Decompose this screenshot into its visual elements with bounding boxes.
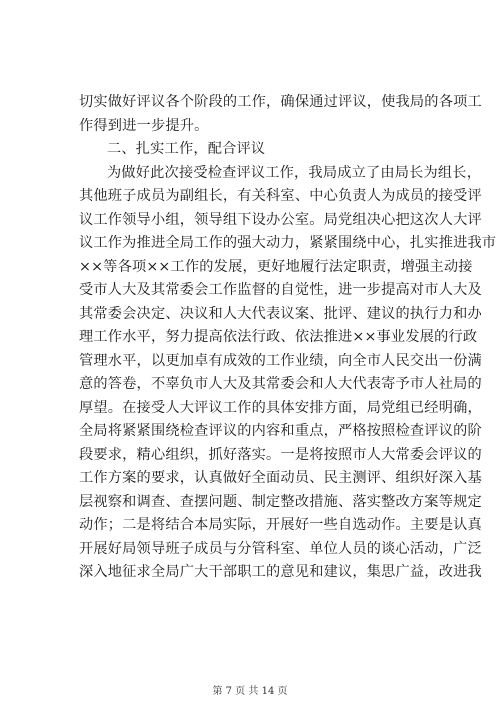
text-line: 为做好此次接受检查评议工作，我局成立了由局长为组长， bbox=[107, 164, 482, 181]
text-line: 切实做好评议各个阶段的工作，确保通过评议，使我局的各项工 bbox=[79, 94, 482, 110]
text-line: 作得到进一步提升。 bbox=[79, 117, 209, 134]
text-line: 受市人大及其常委会工作监督的自觉性，进一步提高对市人大及 bbox=[79, 282, 482, 298]
text-line: 厚望。在接受人大评议工作的具体安排方面，局党组已经明确， bbox=[79, 399, 482, 416]
text-line: 其他班子成员为副组长，有关科室、中心负责人为成员的接受评 bbox=[79, 188, 482, 204]
text-line: 二、扎实工作，配合评议 bbox=[107, 141, 266, 157]
text-line: 议工作领导小组，领导组下设办公室。局党组决心把这次人大评 bbox=[79, 211, 482, 228]
text-line: 工作方案的要求，认真做好全面动员、民主测评、组织好深入基 bbox=[79, 470, 482, 486]
text-line: 全局将紧紧围绕检查评议的内容和重点，严格按照检查评议的阶 bbox=[79, 423, 482, 439]
page-number: 第 7 页 共 14 页 bbox=[212, 686, 288, 697]
text-line: 议工作为推进全局工作的强大动力，紧紧围绕中心，扎实推进我市 bbox=[79, 235, 497, 251]
text-line: 意的答卷，不辜负市人大及其常委会和人大代表寄予市人社局的 bbox=[79, 376, 482, 392]
text-line: 段要求，精心组织，抓好落实。一是将按照市人大常委会评议的 bbox=[79, 446, 482, 463]
text-line: 层视察和调查、查摆问题、制定整改措施、落实整改方案等规定 bbox=[79, 493, 482, 510]
text-line: 管理水平，以更加卓有成效的工作业绩，向全市人民交出一份满 bbox=[79, 352, 482, 369]
text-line: 其常委会决定、决议和人大代表议案、批评、建议的执行力和办 bbox=[79, 305, 482, 322]
text-line: ××等各项××工作的发展，更好地履行法定职责，增强主动接 bbox=[79, 258, 473, 275]
text-line: 深入地征求全局广大干部职工的意见和建议，集思广益，改进我 bbox=[79, 564, 482, 580]
document-body bbox=[79, 91, 497, 585]
text-line: 动作；二是将结合本局实际，开展好一些自选动作。主要是认真 bbox=[79, 517, 482, 533]
text-line: 开展好局领导班子成员与分管科室、单位人员的谈心活动，广泛 bbox=[79, 540, 482, 557]
page-footer bbox=[0, 682, 500, 697]
text-line: 理工作水平，努力提高依法行政、依法推进××事业发展的行政 bbox=[79, 329, 478, 345]
